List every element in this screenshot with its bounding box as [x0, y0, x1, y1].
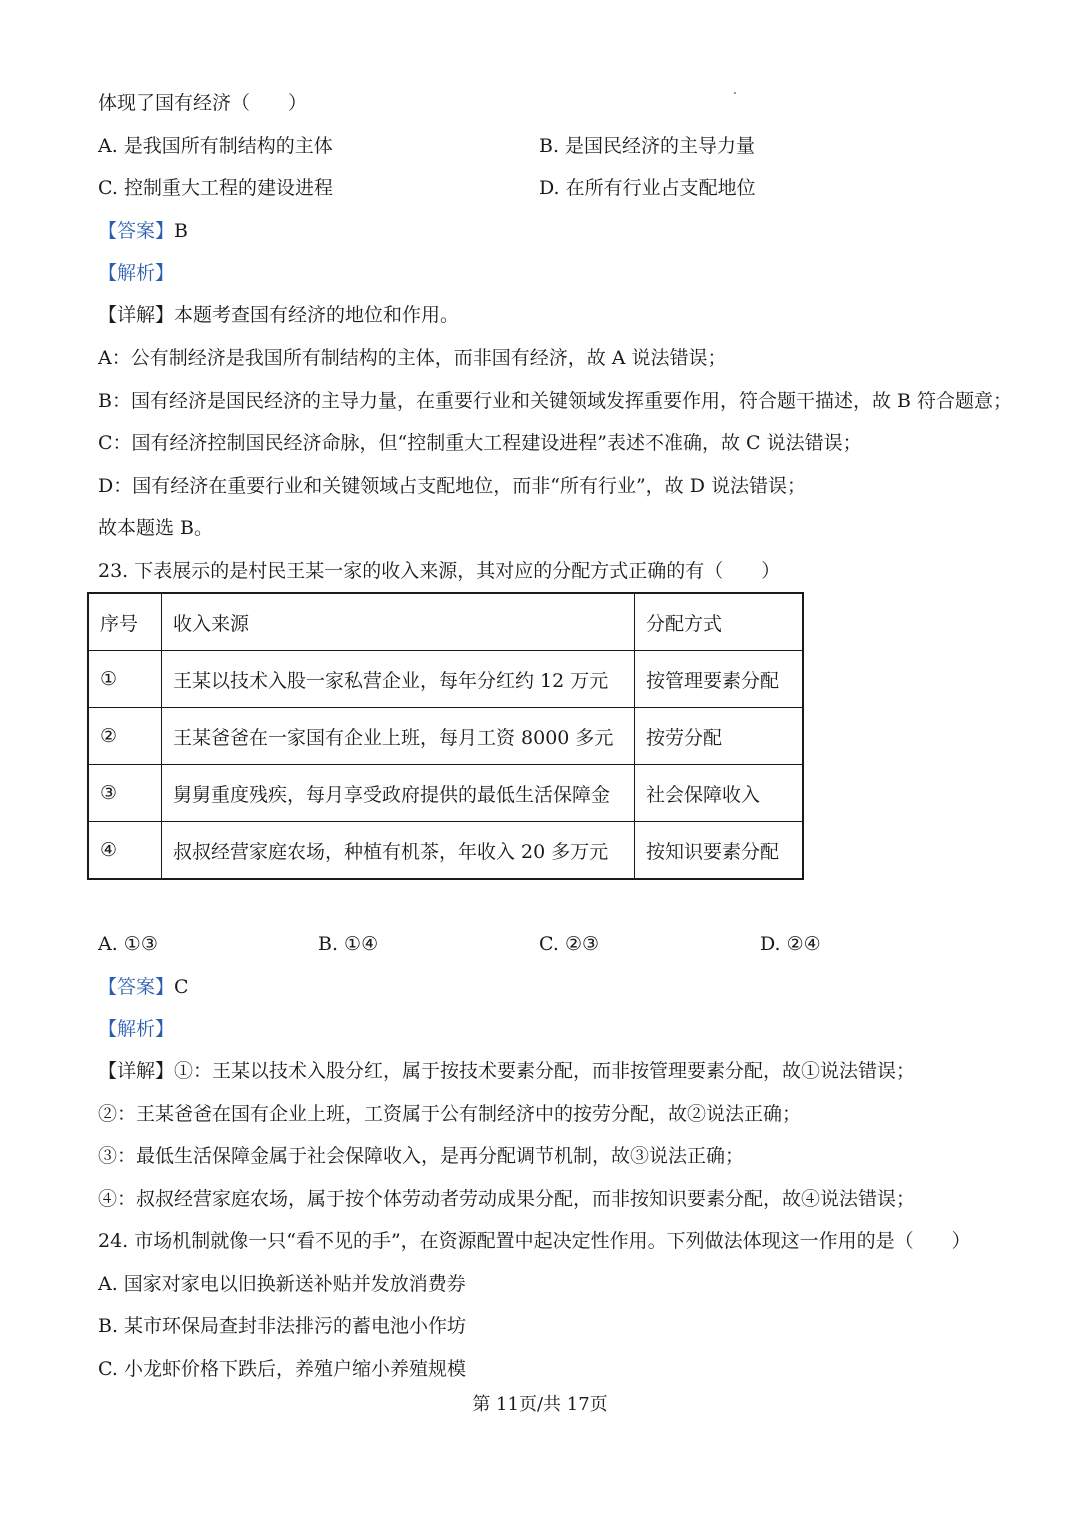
detail-intro: 本题考查国有经济的地位和作用。	[174, 304, 460, 326]
q23-option-c: C. ②③	[539, 933, 600, 955]
q23-explanation-4: ④：叔叔经营家庭农场，属于按个体劳动者劳动成果分配，而非按知识要素分配，故④说法错误；	[98, 1188, 916, 1210]
row-index: ①	[88, 651, 162, 708]
row-index: ④	[88, 822, 162, 880]
row-source: 叔叔经营家庭农场，种植有机茶，年收入 20 多万元	[162, 822, 635, 880]
page-footer: 第 11页/共 17页	[472, 1394, 608, 1415]
q23-stem: 23. 下表展示的是村民王某一家的收入来源，其对应的分配方式正确的有（ ）	[98, 560, 781, 582]
q23-analysis-tag: 【解析】	[98, 1018, 175, 1040]
table-row	[88, 822, 803, 880]
table-row	[88, 765, 803, 822]
q22-stem-tail: 体现了国有经济（ ）	[98, 92, 308, 114]
row-source: 王某以技术入股一家私营企业，每年分红约 12 万元	[162, 651, 635, 708]
q23-explanation-2: ②：王某爸爸在国有企业上班，工资属于公有制经济中的按劳分配，故②说法正确；	[98, 1103, 802, 1125]
scan-speck	[734, 92, 736, 94]
q22-conclusion: 故本题选 B。	[98, 517, 214, 539]
income-table	[87, 592, 804, 880]
detail-tag: 【详解】	[98, 1060, 175, 1082]
q22-analysis-tag: 【解析】	[98, 262, 175, 284]
table-row	[88, 651, 803, 708]
q24-option-b: B. 某市环保局查封非法排污的蓄电池小作坊	[98, 1315, 467, 1337]
q24-option-c: C. 小龙虾价格下跌后，养殖户缩小养殖规模	[98, 1358, 466, 1380]
header-cell-index: 序号	[88, 593, 162, 651]
answer-tag: 【答案】	[98, 976, 175, 998]
q22-option-c: C. 控制重大工程的建设进程	[98, 177, 333, 199]
row-source: 舅舅重度残疾，每月享受政府提供的最低生活保障金	[162, 765, 635, 822]
row-source: 王某爸爸在一家国有企业上班，每月工资 8000 多元	[162, 708, 635, 765]
row-index: ②	[88, 708, 162, 765]
q23-detail	[98, 1059, 915, 1083]
q22-option-b: B. 是国民经济的主导力量	[539, 135, 756, 157]
q23-explanation-3: ③：最低生活保障金属于社会保障收入，是再分配调节机制，故③说法正确；	[98, 1145, 745, 1167]
table-header-row	[88, 593, 803, 651]
q22-explanation-c: C：国有经济控制国民经济命脉，但“控制重大工程建设进程”表述不准确，故 C 说法错误；	[98, 432, 862, 454]
q22-detail	[98, 303, 459, 327]
q22-option-d: D. 在所有行业占支配地位	[539, 177, 756, 199]
q22-explanation-d: D：国有经济在重要行业和关键领域占支配地位，而非“所有行业”，故 D 说法错误；	[98, 475, 806, 497]
q22-option-a: A. 是我国所有制结构的主体	[98, 135, 333, 157]
row-method: 按知识要素分配	[635, 822, 804, 880]
detail-tag: 【详解】	[98, 304, 175, 326]
q22-explanation-b: B：国有经济是国民经济的主导力量，在重要行业和关键领域发挥重要作用，符合题干描述，故 B 符合题意；	[98, 390, 1013, 412]
q23-option-a: A. ①③	[98, 933, 158, 955]
answer-tag: 【答案】	[98, 220, 175, 242]
q22-explanation-a: A：公有制经济是我国所有制结构的主体，而非国有经济，故 A 说法错误；	[98, 347, 727, 369]
row-method: 按管理要素分配	[635, 651, 804, 708]
q23-option-d: D. ②④	[760, 933, 821, 955]
table-row	[88, 708, 803, 765]
q23-option-b: B. ①④	[318, 933, 379, 955]
q24-option-a: A. 国家对家电以旧换新送补贴并发放消费券	[98, 1273, 466, 1295]
q23-answer	[98, 975, 189, 999]
answer-value: C	[174, 976, 189, 998]
row-method: 按劳分配	[635, 708, 804, 765]
header-cell-method: 分配方式	[635, 593, 804, 651]
header-cell-source: 收入来源	[162, 593, 635, 651]
answer-value: B	[174, 220, 188, 242]
q23-explanation-1: ①：王某以技术入股分红，属于按技术要素分配，而非按管理要素分配，故①说法错误；	[174, 1060, 916, 1082]
row-method: 社会保障收入	[635, 765, 804, 822]
q22-answer	[98, 219, 188, 243]
q24-stem: 24. 市场机制就像一只“看不见的手”，在资源配置中起决定性作用。下列做法体现这一作用的是（ ）	[98, 1230, 971, 1252]
row-index: ③	[88, 765, 162, 822]
